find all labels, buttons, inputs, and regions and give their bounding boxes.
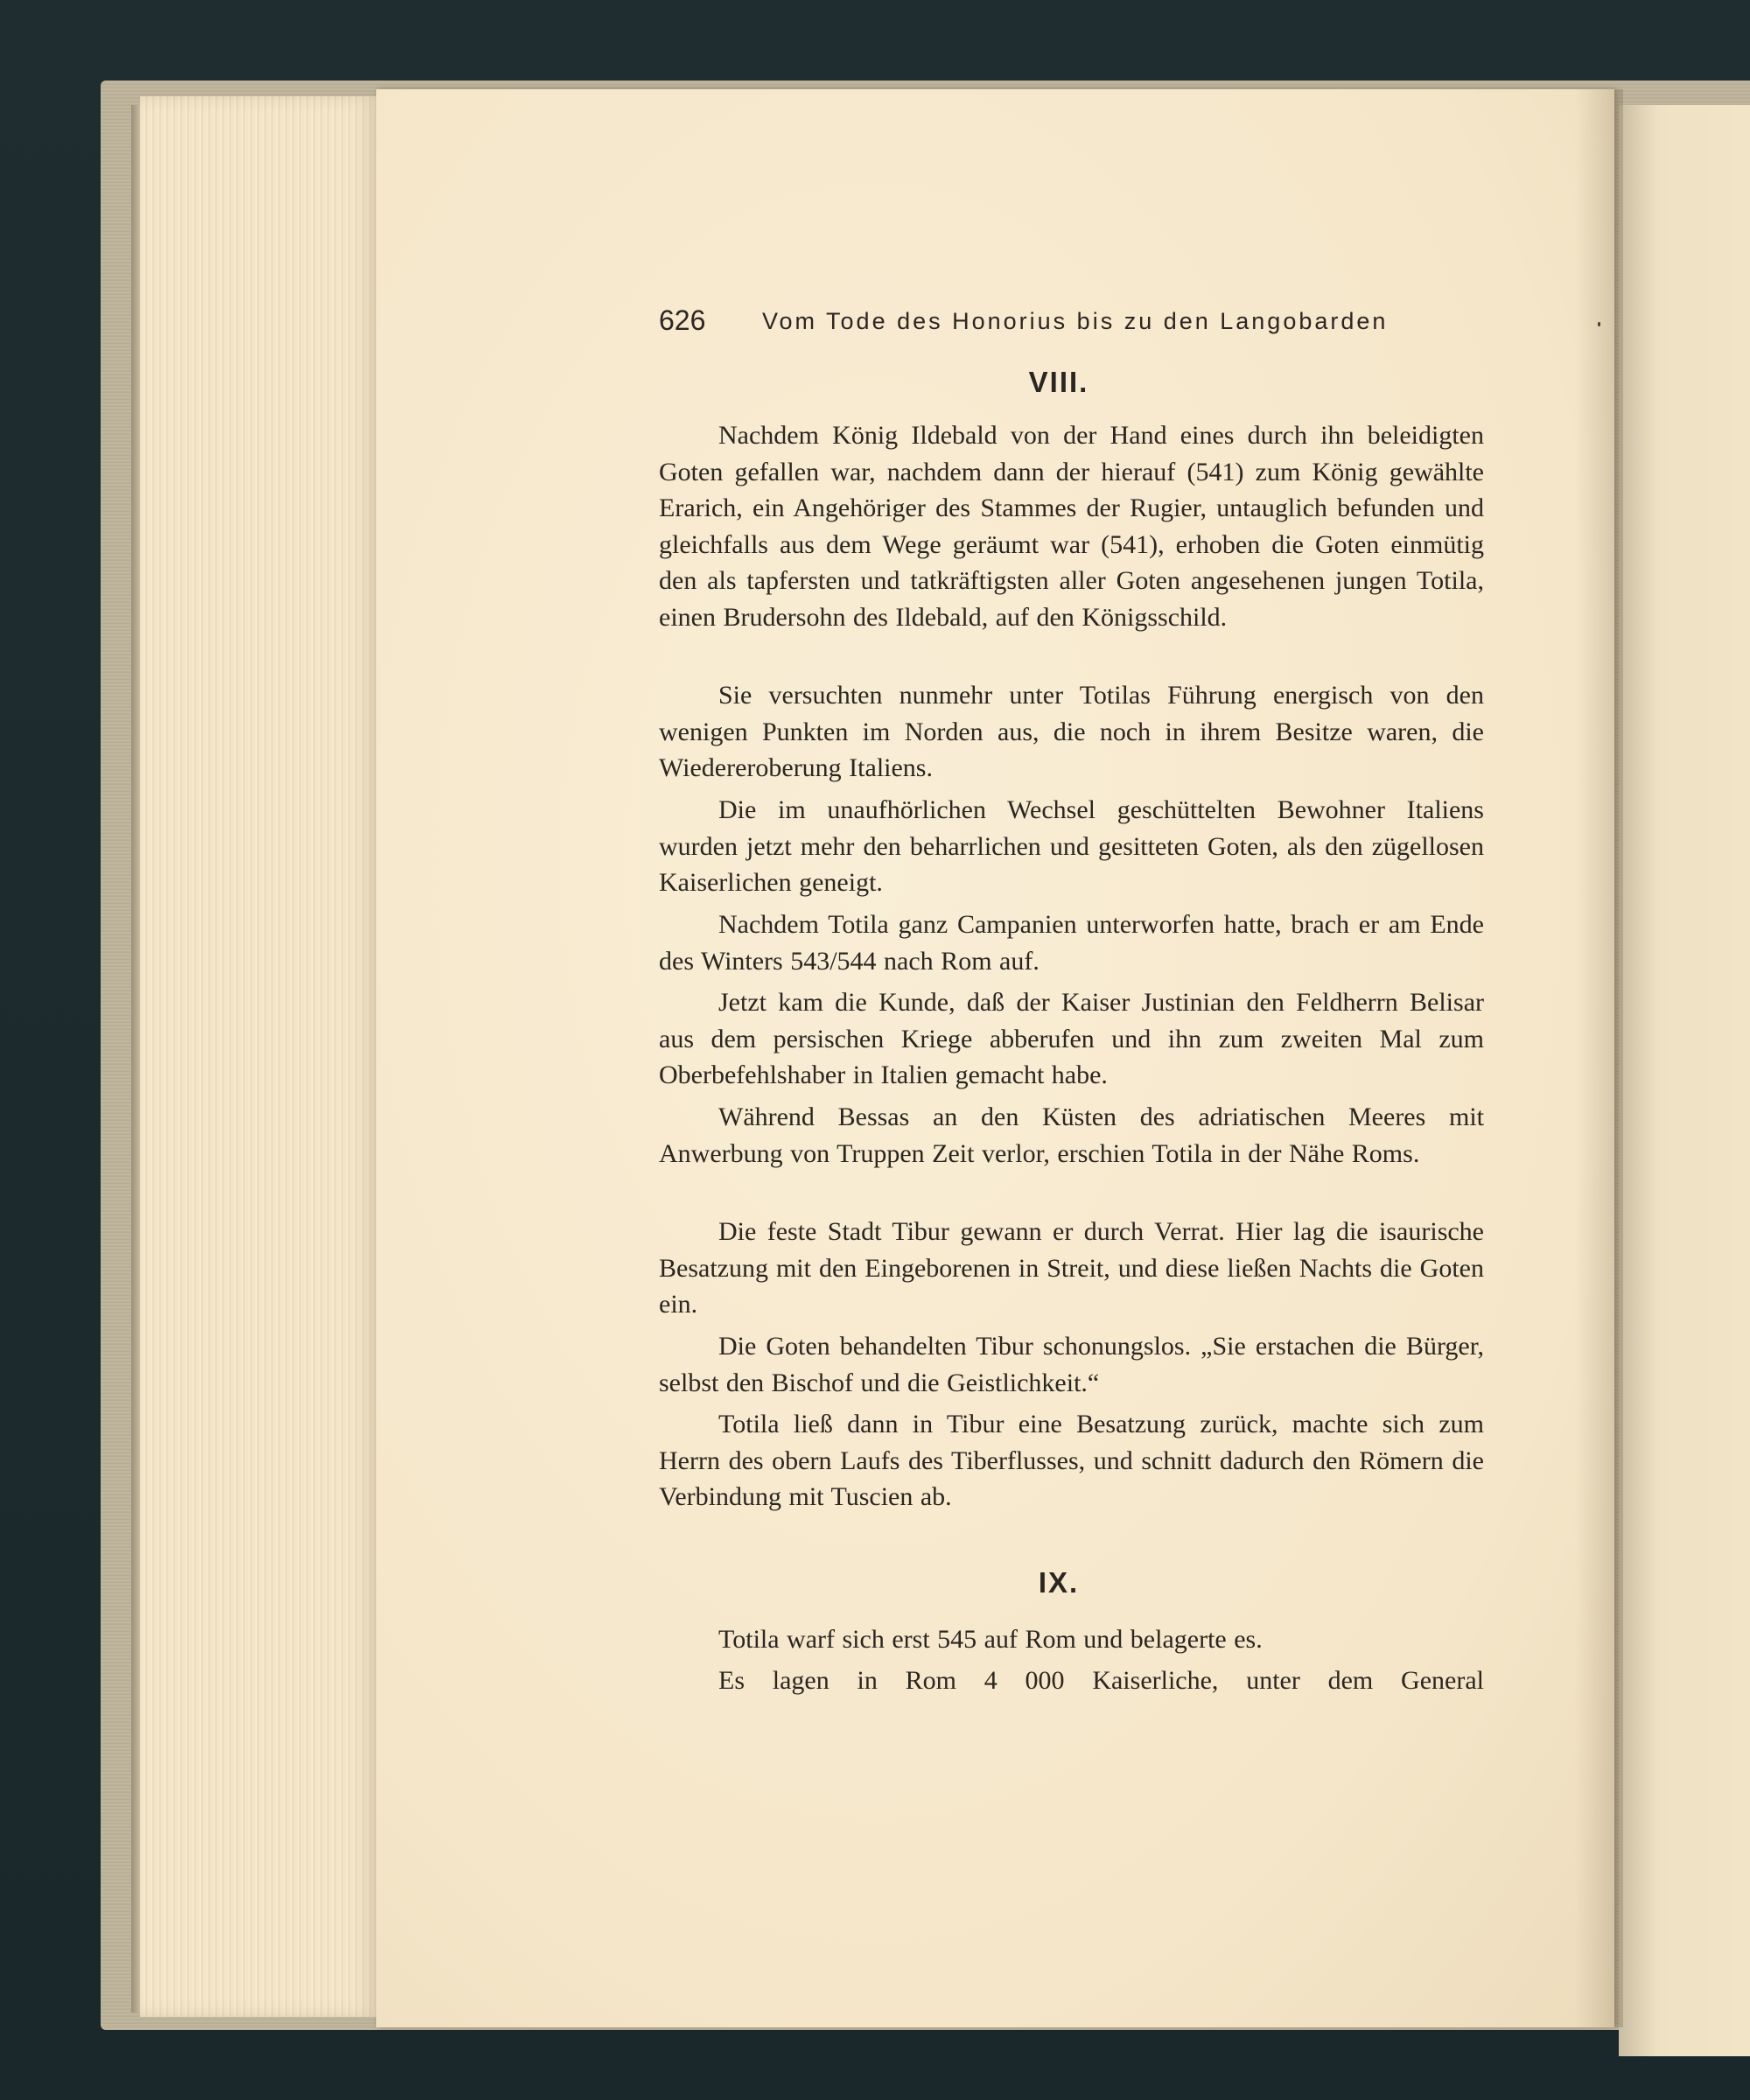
- running-head: [659, 304, 1490, 343]
- paragraph: Während Bessas an den Küsten des adriatischen Meeres mit Anwerbung von Truppen Zeit verlor, erschien Totila in der Nähe Roms.: [659, 1102, 1484, 1168]
- paragraph: Die feste Stadt Tibur gewann er durch Verrat. Hier lag die isaurische Besatzung mit den Eingeborenen in Streit, und diese ließen Nachts die Goten ein.: [659, 1217, 1484, 1319]
- page-number: 626: [659, 304, 706, 336]
- page-gutter-shadow: [1575, 89, 1623, 2027]
- page-edges-stack: [140, 96, 378, 2017]
- paragraph: Die Goten behandelten Tibur schonungslos. „Sie erstachen die Bürger, selbst den Bischof und die Geistlichkeit.“: [659, 1332, 1484, 1397]
- section-heading-viii: VIII.: [1028, 366, 1089, 398]
- paragraph: Es lagen in Rom 4 000 Kaiserliche, unter dem General: [718, 1666, 1484, 1695]
- paragraph: Nachdem König Ildebald von der Hand eines durch ihn beleidigten Goten gefallen war, nachdem dann der hierauf (541) zum König gewählte Erarich, ein Angehöriger des Stammes der Rugier, untauglich befunden und gleichfalls aus dem Wege geräumt war (541), erhoben die Goten einmütig den als tapfersten und tatkräftigsten aller Goten angesehenen jungen Totila, einen Brudersohn des Ildebald, auf den Königsschild.: [659, 421, 1484, 632]
- paragraph: Totila ließ dann in Tibur eine Besatzung zurück, machte sich zum Herrn des obern Laufs des Tiberflusses, und schnitt dadurch den Römern die Verbindung mit Tuscien ab.: [659, 1410, 1484, 1511]
- paragraph: Nachdem Totila ganz Campanien unterworfen hatte, brach er am Ende des Winters 543/544 nach Rom auf.: [659, 910, 1484, 976]
- facing-page-edge: [1619, 105, 1750, 2056]
- paper-spot: [1598, 322, 1600, 326]
- section-heading-ix: IX.: [1038, 1566, 1080, 1599]
- paragraph: Totila warf sich erst 545 auf Rom und belagerte es.: [718, 1625, 1263, 1654]
- paragraph: Die im unaufhörlichen Wechsel geschüttelten Bewohner Italiens wurden jetzt mehr den beharrlichen und gesitteten Goten, als den zügellosen Kaiserlichen geneigt.: [659, 795, 1484, 897]
- running-head-title: Vom Tode des Honorius bis zu den Langobarden: [762, 308, 1389, 334]
- paragraph: Sie versuchten nunmehr unter Totilas Führung energisch von den wenigen Punkten im Norden aus, die noch in ihrem Besitze waren, die Wiedereroberung Italiens.: [659, 681, 1484, 782]
- paragraph: Jetzt kam die Kunde, daß der Kaiser Justinian den Feldherrn Belisar aus dem persischen Kriege abberufen und ihn zum zweiten Mal zum Oberbefehlshaber in Italien gemacht habe.: [659, 988, 1484, 1089]
